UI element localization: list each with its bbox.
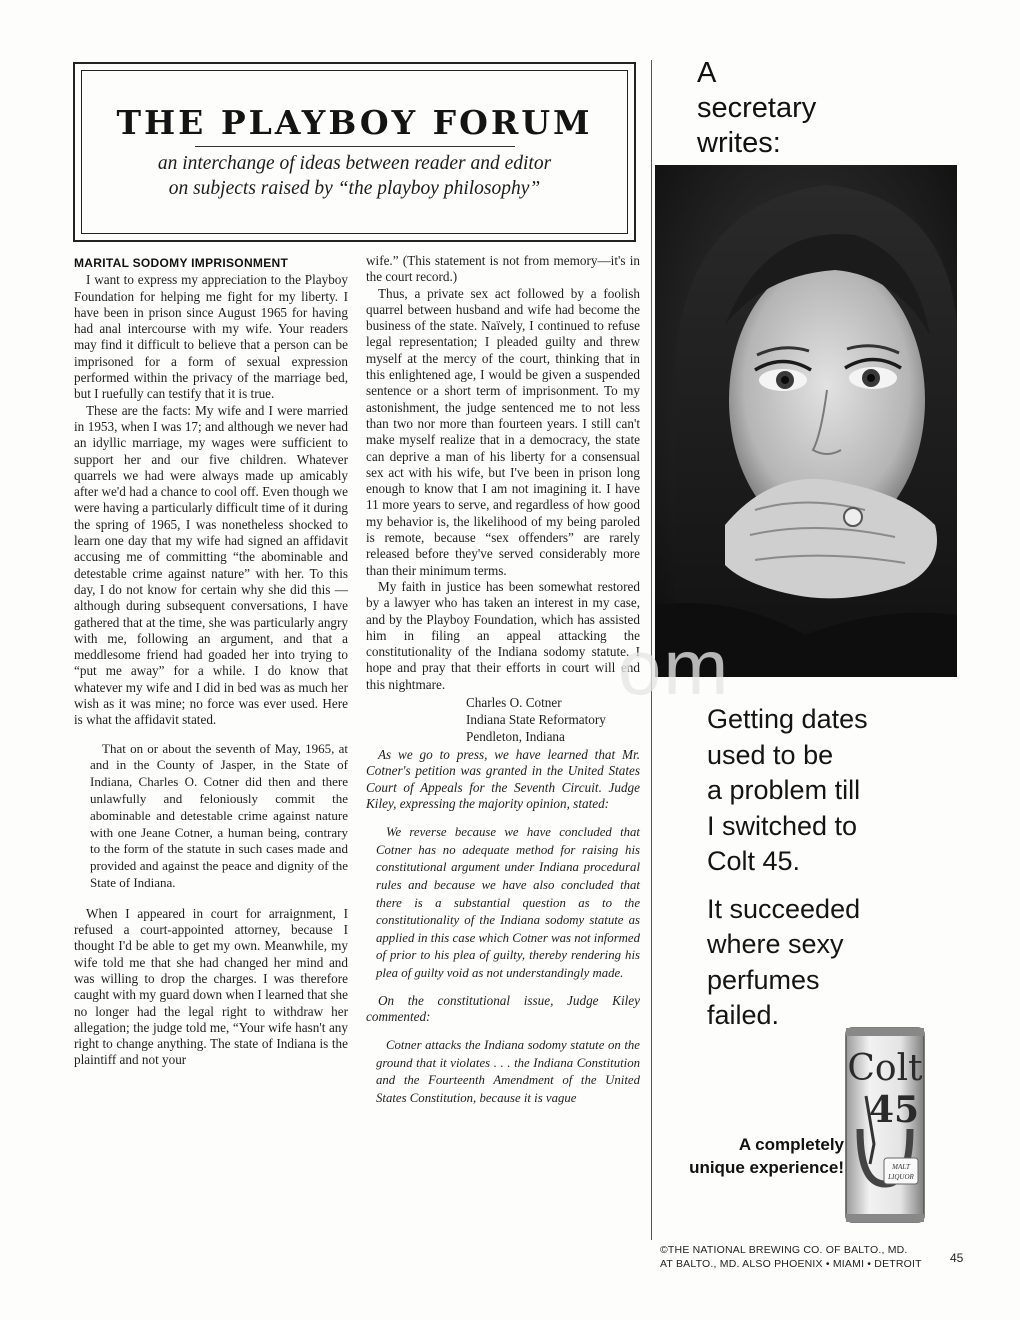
- forum-subtitle: [82, 151, 627, 201]
- can-label-liquor: LIQUOR: [888, 1173, 914, 1181]
- tagline-line: A completely: [738, 1135, 844, 1154]
- article-paragraph: My faith in justice has been somewhat restored by a lawyer who has taken an interest in my case, and by the Playboy Foundation, which has assisted him in filing an appeal attacking the constitutionality of the Indiana sodomy statute. I hope and pray that their efforts in court will end this nightmare.: [366, 578, 640, 692]
- ad-claim-line: failed.: [707, 1000, 780, 1030]
- title-rule: [195, 146, 515, 147]
- ad-intro-line: secretary: [697, 92, 817, 124]
- ad-legal-notice: [660, 1243, 922, 1271]
- forum-subtitle-line1: an interchange of ideas between reader and editor: [157, 153, 552, 174]
- ad-claim-line: It succeeded: [707, 893, 861, 924]
- article-heading: MARITAL SODOMY IMPRISONMENT: [74, 256, 289, 270]
- ad-claim-line: a problem till: [707, 775, 861, 805]
- ad-claim-text: [707, 702, 868, 1034]
- tagline-line: unique experience!: [689, 1158, 844, 1177]
- legal-line: ©THE NATIONAL BREWING CO. OF BALTO., MD.: [660, 1244, 908, 1256]
- signature-name: Charles O. Cotner: [466, 695, 562, 711]
- court-opinion-quote: Cotner attacks the Indiana sodomy statute on the ground that it violates . . . the Indiana Constitution and the Fourteenth Amendment of the United States Constitution, because it is vague: [376, 1038, 640, 1105]
- ad-tagline: [660, 1133, 844, 1179]
- colt45-can-image: [844, 1024, 926, 1226]
- ad-claim-line: I switched to: [707, 810, 858, 841]
- ad-claim-line: Getting dates: [707, 704, 868, 734]
- signature-city: Pendleton, Indiana: [466, 729, 565, 745]
- ad-intro: [697, 56, 816, 161]
- scan-watermark: om: [618, 623, 731, 711]
- article-column-2: [366, 253, 640, 1118]
- ad-portrait-photo: [655, 165, 957, 677]
- ad-claim-line: used to be: [707, 739, 834, 770]
- ad-intro-line: A: [697, 57, 717, 89]
- ad-claim-line: where sexy: [707, 929, 844, 959]
- forum-header-box: [73, 62, 636, 242]
- can-number: 45: [868, 1089, 920, 1131]
- portrait-illustration: [655, 165, 957, 677]
- article-paragraph: These are the facts: My wife and I were married in 1953, when I was 17; and although we never had an idyllic marriage, my wages were sufficient to support her and our five children. Whatever quarrels we had were always made up amicably after we'd had a chance to cool off. Even though we were having a particularly difficult time of it during the spring of 1965, I was nonetheless shocked to learn one day that my wife had signed an affidavit accusing me of committing “the abominable and detestable crime against nature” with her. To this day, I do not know for certain why she did this —although during subsequent conversations, I have gathered that at the time, she was particularly angry with me, following an argument, and that a meddlesome friend had goaded her into trying to “put me away” for a while. I do know that whatever my wife and I did in bed was as much her wish as it was mine; no force was ever used. Here is what the affidavit stated.: [74, 402, 348, 728]
- court-opinion-quote: We reverse because we have concluded that Cotner has no adequate method for raising his constitutional argument under Indiana procedural rules and because we have also concluded that there is a substantial question as to the constitutionality of the Indiana sodomy statute as applied in this case which Cotner was not informed of prior to his plea of guilty, thereby rendering his plea of guilty void as not understandingly made.: [376, 825, 640, 980]
- article-paragraph: wife.” (This statement is not from memory—it's in the court record.): [366, 253, 640, 285]
- forum-title: THE PLAYBOY FORUM: [116, 103, 593, 142]
- editor-note: On the constitutional issue, Judge Kiley commented:: [366, 992, 640, 1024]
- letter-signature: [366, 694, 640, 745]
- forum-subtitle-line2: on subjects raised by “the playboy philosophy”: [168, 178, 541, 199]
- article-paragraph: When I appeared in court for arraignment, I refused a court-appointed attorney, because I thought I'd be able to get my own. Meanwhile, my wife told me that she had changed her mind and was willing to drop the charges. I was therefore caught with my guard down when I learned that she no longer had the legal right to withdraw her allegation; the judge told me, “Your wife hasn't any right to change anything. The state of Indiana is the plaintiff and not your: [74, 905, 348, 1068]
- legal-line: AT BALTO., MD. ALSO PHOENIX • MIAMI • DETROIT: [660, 1258, 922, 1270]
- signature-institution: Indiana State Reformatory: [466, 712, 606, 728]
- page-number: 45: [950, 1251, 964, 1265]
- editor-note: As we go to press, we have learned that Mr. Cotner's petition was granted in the United States Court of Appeals for the Seventh Circuit. Judge Kiley, expressing the majority opinion, stated:: [366, 747, 640, 811]
- article-paragraph: Thus, a private sex act followed by a foolish quarrel between husband and wife had become the business of the state. Naïvely, I continued to refuse legal representation; I pleaded guilty and threw myself at the mercy of the court, thinking that in this enlightened age, I would be given a suspended sentence or a short term of imprisonment. To my astonishment, the judge sentenced me to not less than two nor more than fourteen years. I still can't make myself realize that in a democracy, the state can deprive a man of his liberty for a consensual sex act with his wife, but I've been in prison long enough to know that I am not imagining it. I have 11 more years to serve, and regardless of how good my behavior is, the likelihood of my being paroled is remote, because “sex offenders” are rarely released before they've served considerably more than their minimum terms.: [366, 285, 640, 578]
- ad-intro-line: writes:: [697, 127, 781, 159]
- ad-claim-line: perfumes: [707, 964, 820, 995]
- can-label-malt: MALT: [892, 1163, 910, 1171]
- affidavit-quote: That on or about the seventh of May, 1965, at and in the County of Jasper, in the State of Indiana, Charles O. Cotner did then and there unlawfully and feloniously commit the abominable and detestable crime against nature with one Jeane Cotner, a human being, contrary to the form of the statute in such cases made and provided and against the peace and dignity of the State of Indiana.: [90, 740, 348, 890]
- forum-header-inner: [81, 70, 628, 234]
- can-brand: Colt: [847, 1048, 923, 1089]
- article-column-1: [74, 255, 348, 1069]
- article-paragraph: I want to express my appreciation to the Playboy Foundation for helping me fight for my liberty. I have been in prison since August 1965 for having had anal intercourse with my wife. Your readers may find it difficult to believe that a person can be imprisoned for a form of sexual expression performed within the privacy of the marriage bed, but I ruefully can testify that it is true.: [74, 272, 348, 402]
- ad-claim-line: Colt 45.: [707, 846, 801, 876]
